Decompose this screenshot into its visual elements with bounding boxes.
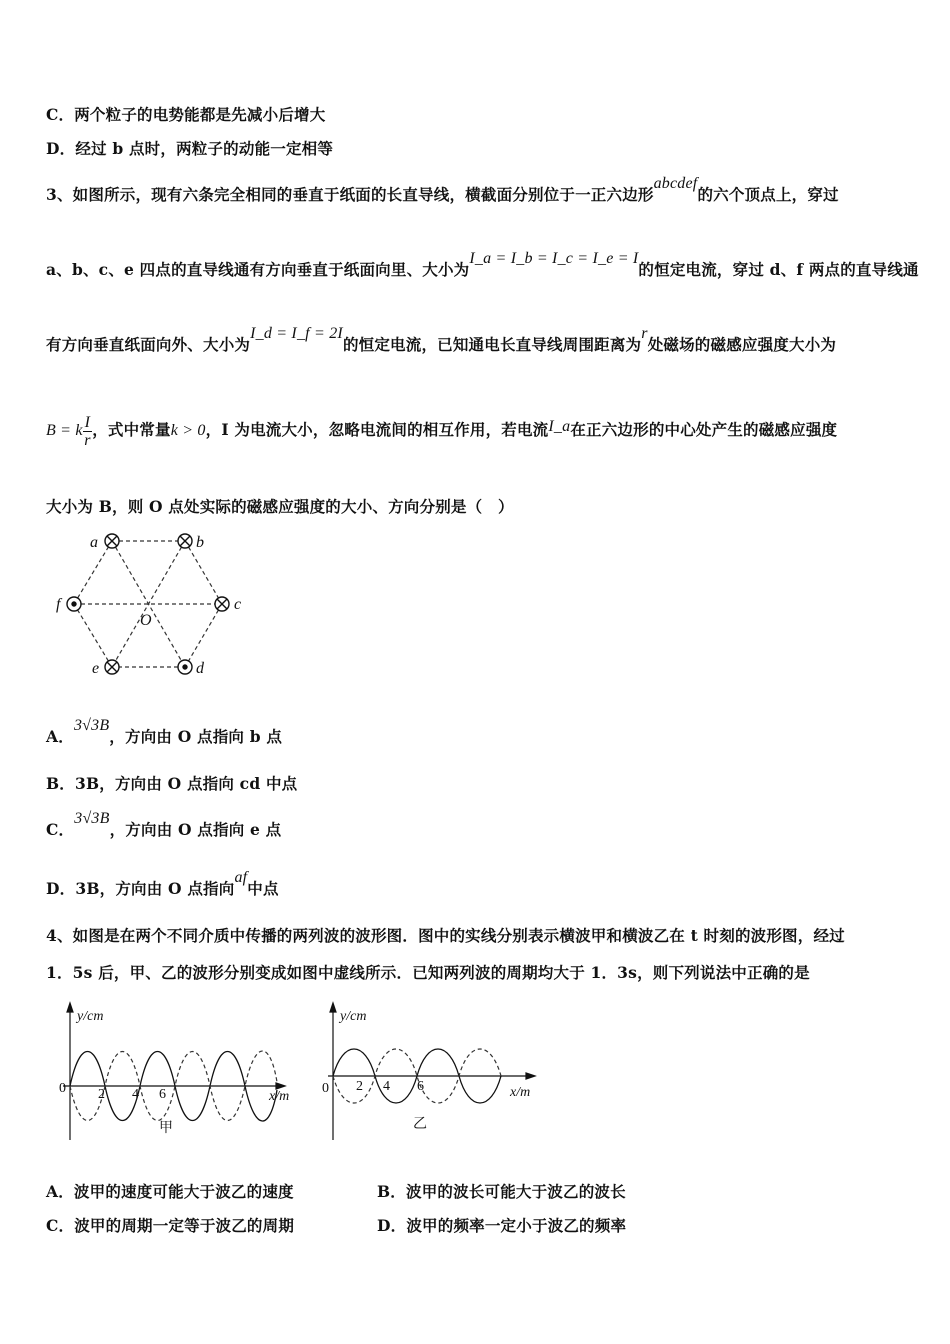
wire-c-into-icon bbox=[215, 597, 229, 611]
q2-option-d: D．经过 b 点时，两粒子的动能一定相等 bbox=[46, 139, 334, 158]
label-d: d bbox=[196, 660, 204, 677]
q3-stem-line3: 有方向垂直纸面向外、大小为I_d = I_f = 2I的恒定电流，已知通电长直导线周围距离为r处磁场的磁感应强度大小为 bbox=[46, 325, 837, 354]
graph2-ylabel: y/cm bbox=[340, 1009, 367, 1024]
label-a: a bbox=[90, 534, 98, 551]
current-equation-1: I_a = I_b = I_c = I_e = I bbox=[469, 250, 639, 267]
label-e: e bbox=[92, 660, 100, 677]
graph2-tick-2: 2 bbox=[356, 1079, 363, 1094]
wire-f-out-icon bbox=[67, 597, 81, 611]
wave-graph-jia bbox=[55, 1000, 305, 1145]
label-f: f bbox=[56, 596, 61, 613]
graph1-xlabel: x/m bbox=[269, 1089, 290, 1104]
graph1-origin: 0 bbox=[59, 1081, 66, 1096]
graph1-ylabel: y/cm bbox=[77, 1009, 104, 1024]
graph1-caption: 甲 bbox=[159, 1120, 173, 1136]
q4-option-d: D．波甲的频率一定小于波乙的频率 bbox=[377, 1216, 627, 1235]
wire-b-into-icon bbox=[178, 534, 192, 548]
q4-stem-line1: 4、如图是在两个不同介质中传播的两列波的波形图．图中的实线分别表示横波甲和横波乙在 t 时刻的波形图，经过 bbox=[46, 926, 845, 945]
label-b: b bbox=[196, 534, 204, 551]
graph1-tick-4: 4 bbox=[132, 1087, 139, 1102]
q3-option-d: D．3B，方向由 O 点指向af中点 bbox=[46, 869, 279, 898]
current-equation-2: I_d = I_f = 2I bbox=[250, 325, 343, 342]
graph1-tick-6: 6 bbox=[159, 1087, 166, 1102]
q3-stem-line4: B = k $\frac{I}{r}$ ，式中常量k > 0，I 为电流大小，忽略电流间的相互作用，若电流I_a在正六边形的中心处产生的磁感应强度 bbox=[46, 413, 838, 449]
wave-graph-yi bbox=[320, 1000, 550, 1145]
wire-d-out-icon bbox=[178, 660, 192, 674]
q3-option-b: B．3B，方向由 O 点指向 cd 中点 bbox=[46, 774, 298, 793]
q3-stem-line5: 大小为 B，则 O 点处实际的磁感应强度的大小、方向分别是（ ） bbox=[46, 497, 514, 516]
q4-stem-line2: 1．5s 后，甲、乙的波形分别变成如图中虚线所示．已知两列波的周期均大于 1．3s，则下列说法中正确的是 bbox=[46, 963, 810, 982]
graph2-xlabel: x/m bbox=[510, 1085, 531, 1100]
graph1-tick-2: 2 bbox=[98, 1087, 105, 1102]
q4-option-b: B．波甲的波长可能大于波乙的波长 bbox=[377, 1182, 626, 1201]
hexagon-figure bbox=[50, 527, 250, 677]
label-o: O bbox=[140, 612, 152, 629]
q2-option-c: C．两个粒子的电势能都是先减小后增大 bbox=[46, 105, 326, 124]
hexagon-label: abcdef bbox=[653, 175, 698, 192]
q3-stem-line2: a、b、c、e 四点的直导线通有方向垂直于纸面向里、大小为I_a = I_b = I_c = I_e = I的恒定电流，穿过 d、f 两点的直导线通 bbox=[46, 250, 919, 279]
q3-stem-line1: 3、如图所示，现有六条完全相同的垂直于纸面的长直导线，横截面分别位于一正六边形abcdef的六个顶点上，穿过 bbox=[46, 175, 839, 204]
q4-option-a: A．波甲的速度可能大于波乙的速度 bbox=[46, 1182, 294, 1201]
graph2-origin: 0 bbox=[322, 1081, 329, 1096]
wire-e-into-icon bbox=[105, 660, 119, 674]
graph2-caption: 乙 bbox=[413, 1116, 427, 1132]
q3-option-c: C．3√3B，方向由 O 点指向 e 点 bbox=[46, 810, 282, 839]
label-c: c bbox=[234, 596, 242, 613]
formula-fraction: $\frac{I}{r}$ bbox=[84, 413, 91, 449]
graph2-tick-4: 4 bbox=[383, 1079, 390, 1094]
wire-a-into-icon bbox=[105, 534, 119, 548]
graph2-tick-6: 6 bbox=[417, 1079, 424, 1094]
formula-lhs: B = k bbox=[46, 422, 83, 439]
q4-option-c: C．波甲的周期一定等于波乙的周期 bbox=[46, 1216, 295, 1235]
q3-option-a: A．3√3B，方向由 O 点指向 b 点 bbox=[46, 717, 283, 746]
